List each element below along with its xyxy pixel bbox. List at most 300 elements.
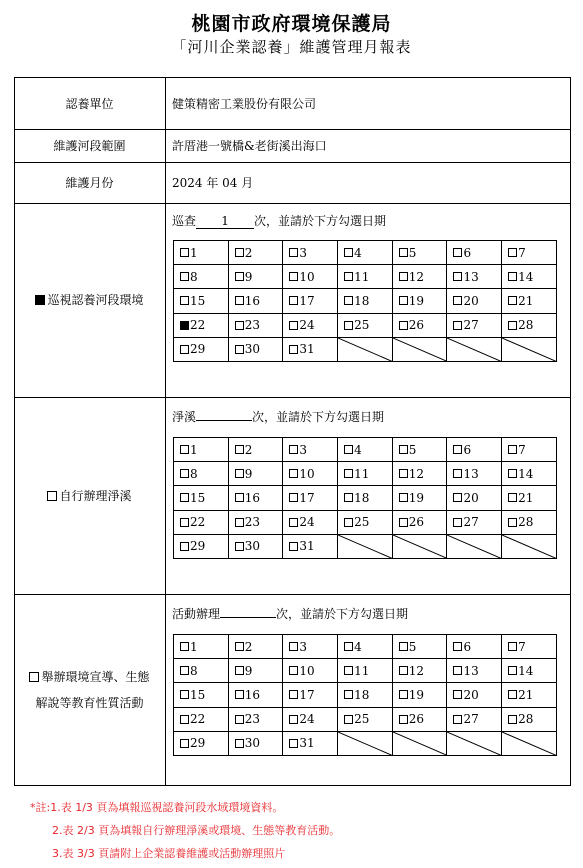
date-checkbox[interactable] xyxy=(453,469,462,478)
note-1: *註:1.表 1/3 頁為填報巡視認養河段水域環境資料。 xyxy=(30,801,284,814)
date-cell-17[interactable] xyxy=(283,486,338,510)
date-number: 13 xyxy=(463,663,479,678)
date-cell-22[interactable] xyxy=(174,707,229,731)
date-cell-31[interactable] xyxy=(283,731,338,755)
date-number: 29 xyxy=(190,736,206,751)
date-number: 1 xyxy=(190,639,198,654)
date-checkbox[interactable] xyxy=(453,321,462,330)
diagonal-slash xyxy=(502,535,556,558)
date-cell-16[interactable] xyxy=(228,683,283,707)
activity-count-field[interactable] xyxy=(220,617,276,618)
date-checkbox[interactable] xyxy=(399,518,408,527)
date-number: 27 xyxy=(463,318,479,333)
patrol-instr-suffix: 次，並請於下方勾選日期 xyxy=(254,214,387,228)
date-checkbox[interactable] xyxy=(180,248,189,257)
date-cell-22[interactable] xyxy=(174,313,229,337)
date-number: 10 xyxy=(299,269,315,284)
date-checkbox[interactable] xyxy=(289,296,298,305)
date-cell-6[interactable] xyxy=(447,635,502,659)
date-number: 29 xyxy=(190,342,206,357)
empty-date-cell xyxy=(392,534,447,558)
date-number: 12 xyxy=(408,466,425,481)
date-checkbox[interactable] xyxy=(235,542,244,551)
date-number: 22 xyxy=(190,515,206,530)
date-cell-8[interactable] xyxy=(174,462,229,486)
river-section-value: 許厝港一號橋&老街溪出海口 xyxy=(172,139,327,153)
date-number: 28 xyxy=(518,515,534,530)
date-cell-27[interactable] xyxy=(447,707,502,731)
date-checkbox[interactable] xyxy=(180,715,189,724)
date-number: 17 xyxy=(299,293,315,308)
date-checkbox[interactable] xyxy=(289,345,298,354)
patrol-section-label xyxy=(14,203,165,397)
date-cell-2[interactable] xyxy=(228,438,283,462)
date-cell-2[interactable] xyxy=(228,241,283,265)
date-cell-14[interactable] xyxy=(502,265,557,289)
date-cell-31[interactable] xyxy=(283,534,338,558)
date-checkbox[interactable] xyxy=(399,469,408,478)
date-number: 21 xyxy=(518,490,534,505)
date-checkbox[interactable] xyxy=(344,296,353,305)
cleanup-count-field[interactable] xyxy=(196,420,252,421)
date-checkbox[interactable] xyxy=(289,469,298,478)
date-cell-25[interactable] xyxy=(338,313,393,337)
date-cell-13[interactable] xyxy=(447,265,502,289)
date-cell-23[interactable] xyxy=(228,510,283,534)
date-checkbox[interactable] xyxy=(289,272,298,281)
date-checkbox[interactable] xyxy=(453,445,462,454)
date-number: 5 xyxy=(408,245,417,260)
page-title: 桃園市政府環境保護局 xyxy=(191,13,392,35)
date-number: 11 xyxy=(354,466,370,481)
date-number: 30 xyxy=(244,539,260,554)
date-checkbox[interactable] xyxy=(453,296,462,305)
date-checkbox[interactable] xyxy=(289,493,298,502)
date-number: 29 xyxy=(190,539,206,554)
date-checkbox[interactable] xyxy=(399,690,408,699)
date-checkbox[interactable] xyxy=(180,321,189,330)
date-cell-30[interactable] xyxy=(228,337,283,361)
date-cell-7[interactable] xyxy=(502,438,557,462)
date-cell-11[interactable] xyxy=(338,265,393,289)
activity-instr-prefix: 活動辦理 xyxy=(172,607,221,621)
month-label: 維護月份 xyxy=(65,176,114,190)
date-cell-27[interactable] xyxy=(447,313,502,337)
date-cell-24[interactable] xyxy=(283,707,338,731)
date-number: 30 xyxy=(244,342,260,357)
date-number: 25 xyxy=(354,712,370,727)
date-number: 20 xyxy=(463,293,479,308)
date-checkbox[interactable] xyxy=(399,493,408,502)
date-cell-25[interactable] xyxy=(338,510,393,534)
date-cell-31[interactable] xyxy=(283,337,338,361)
date-grid-row xyxy=(174,241,557,265)
patrol-date-grid xyxy=(173,240,557,362)
empty-date-cell xyxy=(502,337,557,361)
date-cell-12[interactable] xyxy=(392,659,447,683)
date-number: 9 xyxy=(244,269,253,284)
date-checkbox[interactable] xyxy=(344,642,353,651)
date-checkbox[interactable] xyxy=(180,666,189,675)
date-checkbox[interactable] xyxy=(235,690,244,699)
date-cell-4[interactable] xyxy=(338,635,393,659)
empty-date-cell xyxy=(338,731,393,755)
date-checkbox[interactable] xyxy=(508,642,517,651)
date-checkbox[interactable] xyxy=(399,321,408,330)
date-number: 16 xyxy=(244,490,260,505)
date-checkbox[interactable] xyxy=(508,518,517,527)
date-cell-3[interactable] xyxy=(283,241,338,265)
date-checkbox[interactable] xyxy=(235,493,244,502)
date-checkbox[interactable] xyxy=(399,445,408,454)
date-grid-row xyxy=(174,635,557,659)
adopter-label: 認養單位 xyxy=(65,96,114,111)
date-cell-24[interactable] xyxy=(283,510,338,534)
date-cell-5[interactable] xyxy=(392,438,447,462)
date-cell-8[interactable] xyxy=(174,659,229,683)
date-checkbox[interactable] xyxy=(235,272,244,281)
date-checkbox[interactable] xyxy=(180,445,189,454)
date-number: 19 xyxy=(408,293,425,308)
diagonal-slash xyxy=(502,732,556,755)
date-number: 21 xyxy=(518,293,534,308)
date-grid-row xyxy=(174,313,557,337)
date-number: 26 xyxy=(408,318,425,333)
date-checkbox[interactable] xyxy=(180,690,189,699)
page-subtitle: 「河川企業認養」維護管理月報表 xyxy=(171,38,412,56)
date-checkbox[interactable] xyxy=(180,518,189,527)
date-cell-21[interactable] xyxy=(502,486,557,510)
date-checkbox[interactable] xyxy=(235,248,244,257)
date-cell-28[interactable] xyxy=(502,510,557,534)
date-checkbox[interactable] xyxy=(344,666,353,675)
date-cell-6[interactable] xyxy=(447,241,502,265)
date-checkbox[interactable] xyxy=(453,518,462,527)
date-number: 22 xyxy=(190,318,206,333)
date-cell-10[interactable] xyxy=(283,659,338,683)
date-cell-17[interactable] xyxy=(283,683,338,707)
diagonal-slash xyxy=(393,535,447,558)
date-checkbox[interactable] xyxy=(453,666,462,675)
date-cell-9[interactable] xyxy=(228,659,283,683)
date-cell-6[interactable] xyxy=(447,438,502,462)
date-number: 4 xyxy=(354,442,362,457)
date-checkbox[interactable] xyxy=(289,248,298,257)
date-grid-row xyxy=(174,659,557,683)
date-number: 13 xyxy=(463,269,479,284)
date-cell-30[interactable] xyxy=(228,731,283,755)
date-number: 28 xyxy=(518,318,534,333)
date-grid-row xyxy=(174,683,557,707)
date-cell-16[interactable] xyxy=(228,486,283,510)
date-checkbox[interactable] xyxy=(508,690,517,699)
empty-date-cell xyxy=(502,534,557,558)
date-cell-1[interactable] xyxy=(174,635,229,659)
date-checkbox[interactable] xyxy=(399,666,408,675)
patrol-count-field[interactable]: 1 xyxy=(196,214,254,229)
date-checkbox[interactable] xyxy=(508,469,517,478)
date-checkbox[interactable] xyxy=(344,248,353,257)
date-checkbox[interactable] xyxy=(289,321,298,330)
date-number: 20 xyxy=(463,490,479,505)
patrol-checkbox[interactable] xyxy=(35,295,45,305)
date-checkbox[interactable] xyxy=(235,345,244,354)
date-number: 16 xyxy=(244,293,260,308)
date-number: 4 xyxy=(354,639,362,654)
date-number: 16 xyxy=(244,687,260,702)
date-cell-28[interactable] xyxy=(502,707,557,731)
date-number: 7 xyxy=(518,245,526,260)
date-grid-row xyxy=(174,707,557,731)
cleanup-label: 自行辦理淨溪 xyxy=(59,488,132,503)
date-checkbox[interactable] xyxy=(453,642,462,651)
date-cell-26[interactable] xyxy=(392,313,447,337)
date-cell-15[interactable] xyxy=(174,683,229,707)
date-cell-8[interactable] xyxy=(174,265,229,289)
date-cell-1[interactable] xyxy=(174,438,229,462)
date-cell-15[interactable] xyxy=(174,486,229,510)
date-number: 8 xyxy=(190,663,198,678)
date-checkbox[interactable] xyxy=(453,272,462,281)
date-number: 23 xyxy=(244,712,260,727)
date-checkbox[interactable] xyxy=(289,715,298,724)
date-checkbox[interactable] xyxy=(235,642,244,651)
date-number: 22 xyxy=(190,712,206,727)
date-checkbox[interactable] xyxy=(235,296,244,305)
date-cell-20[interactable] xyxy=(447,289,502,313)
date-number: 24 xyxy=(299,515,315,530)
date-cell-9[interactable] xyxy=(228,265,283,289)
date-checkbox[interactable] xyxy=(180,469,189,478)
date-cell-10[interactable] xyxy=(283,265,338,289)
date-checkbox[interactable] xyxy=(344,715,353,724)
date-number: 17 xyxy=(299,490,315,505)
date-checkbox[interactable] xyxy=(180,493,189,502)
date-checkbox[interactable] xyxy=(180,345,189,354)
date-cell-13[interactable] xyxy=(447,659,502,683)
date-number: 19 xyxy=(408,687,425,702)
date-number: 31 xyxy=(299,342,315,357)
date-cell-10[interactable] xyxy=(283,462,338,486)
date-checkbox[interactable] xyxy=(508,666,517,675)
date-number: 2 xyxy=(244,639,253,654)
date-number: 27 xyxy=(463,515,479,530)
date-cell-5[interactable] xyxy=(392,241,447,265)
date-cell-9[interactable] xyxy=(228,462,283,486)
date-number: 24 xyxy=(299,712,315,727)
date-checkbox[interactable] xyxy=(508,272,517,281)
date-checkbox[interactable] xyxy=(508,715,517,724)
date-checkbox[interactable] xyxy=(453,715,462,724)
date-checkbox[interactable] xyxy=(508,445,517,454)
date-checkbox[interactable] xyxy=(344,469,353,478)
date-checkbox[interactable] xyxy=(235,445,244,454)
date-number: 26 xyxy=(408,712,425,727)
activity-section-label xyxy=(14,594,165,786)
date-number: 1 xyxy=(190,442,198,457)
date-checkbox[interactable] xyxy=(344,321,353,330)
date-number: 10 xyxy=(299,466,315,481)
date-cell-20[interactable] xyxy=(447,486,502,510)
cleanup-date-grid xyxy=(173,437,557,559)
date-number: 23 xyxy=(244,515,260,530)
activity-instruction xyxy=(172,605,408,622)
date-cell-23[interactable] xyxy=(228,313,283,337)
cleanup-checkbox[interactable] xyxy=(47,491,57,501)
date-cell-21[interactable] xyxy=(502,289,557,313)
date-grid-row xyxy=(174,337,557,361)
river-section-label: 維護河段範圍 xyxy=(53,139,126,153)
date-cell-30[interactable] xyxy=(228,534,283,558)
date-checkbox[interactable] xyxy=(508,321,517,330)
date-checkbox[interactable] xyxy=(344,445,353,454)
date-cell-13[interactable] xyxy=(447,462,502,486)
date-checkbox[interactable] xyxy=(235,715,244,724)
date-cell-4[interactable] xyxy=(338,241,393,265)
date-cell-14[interactable] xyxy=(502,462,557,486)
date-checkbox[interactable] xyxy=(235,666,244,675)
date-number: 6 xyxy=(463,442,472,457)
diagonal-slash xyxy=(447,732,501,755)
date-checkbox[interactable] xyxy=(453,690,462,699)
cleanup-instruction xyxy=(172,408,384,425)
activity-checkbox[interactable] xyxy=(29,672,39,682)
date-cell-21[interactable] xyxy=(502,683,557,707)
date-checkbox[interactable] xyxy=(344,518,353,527)
date-cell-25[interactable] xyxy=(338,707,393,731)
date-checkbox[interactable] xyxy=(508,493,517,502)
patrol-instruction xyxy=(172,212,386,229)
date-cell-20[interactable] xyxy=(447,683,502,707)
date-cell-7[interactable] xyxy=(502,635,557,659)
date-number: 14 xyxy=(518,466,534,481)
date-checkbox[interactable] xyxy=(235,469,244,478)
date-checkbox[interactable] xyxy=(399,248,408,257)
date-cell-12[interactable] xyxy=(392,265,447,289)
date-checkbox[interactable] xyxy=(508,248,517,257)
date-grid-row xyxy=(174,486,557,510)
date-number: 12 xyxy=(408,663,425,678)
date-checkbox[interactable] xyxy=(289,542,298,551)
date-cell-22[interactable] xyxy=(174,510,229,534)
date-cell-17[interactable] xyxy=(283,289,338,313)
date-cell-2[interactable] xyxy=(228,635,283,659)
date-grid-row xyxy=(174,289,557,313)
date-cell-18[interactable] xyxy=(338,486,393,510)
date-cell-23[interactable] xyxy=(228,707,283,731)
diagonal-slash xyxy=(447,535,501,558)
date-grid-row xyxy=(174,534,557,558)
date-checkbox[interactable] xyxy=(235,518,244,527)
date-cell-26[interactable] xyxy=(392,510,447,534)
activity-date-grid xyxy=(173,634,557,756)
empty-date-cell xyxy=(502,731,557,755)
date-cell-11[interactable] xyxy=(338,659,393,683)
empty-date-cell xyxy=(447,534,502,558)
date-checkbox[interactable] xyxy=(235,321,244,330)
date-cell-12[interactable] xyxy=(392,462,447,486)
date-number: 11 xyxy=(354,663,370,678)
date-checkbox[interactable] xyxy=(289,445,298,454)
date-checkbox[interactable] xyxy=(508,296,517,305)
date-number: 13 xyxy=(463,466,479,481)
date-checkbox[interactable] xyxy=(453,248,462,257)
date-cell-18[interactable] xyxy=(338,683,393,707)
date-checkbox[interactable] xyxy=(180,739,189,748)
date-checkbox[interactable] xyxy=(180,642,189,651)
date-cell-29[interactable] xyxy=(174,534,229,558)
date-number: 7 xyxy=(518,442,526,457)
date-checkbox[interactable] xyxy=(344,690,353,699)
date-number: 30 xyxy=(244,736,260,751)
date-grid-row xyxy=(174,265,557,289)
date-checkbox[interactable] xyxy=(344,272,353,281)
date-cell-7[interactable] xyxy=(502,241,557,265)
date-checkbox[interactable] xyxy=(289,642,298,651)
column-divider xyxy=(165,77,166,786)
activity-label-line1: 舉辦環境宣導、生態 xyxy=(41,670,150,684)
date-cell-3[interactable] xyxy=(283,635,338,659)
date-checkbox[interactable] xyxy=(289,690,298,699)
date-cell-28[interactable] xyxy=(502,313,557,337)
diagonal-slash xyxy=(338,535,392,558)
adopter-value: 健策精密工業股份有限公司 xyxy=(172,96,317,111)
date-checkbox[interactable] xyxy=(399,715,408,724)
date-checkbox[interactable] xyxy=(289,666,298,675)
diagonal-slash xyxy=(393,732,447,755)
date-number: 6 xyxy=(463,639,472,654)
date-checkbox[interactable] xyxy=(180,542,189,551)
date-cell-26[interactable] xyxy=(392,707,447,731)
date-cell-15[interactable] xyxy=(174,289,229,313)
date-cell-14[interactable] xyxy=(502,659,557,683)
date-cell-11[interactable] xyxy=(338,462,393,486)
date-checkbox[interactable] xyxy=(235,739,244,748)
date-checkbox[interactable] xyxy=(289,739,298,748)
cleanup-instr-prefix: 淨溪 xyxy=(172,410,197,424)
date-cell-3[interactable] xyxy=(283,438,338,462)
date-cell-19[interactable] xyxy=(392,486,447,510)
date-checkbox[interactable] xyxy=(399,272,408,281)
date-checkbox[interactable] xyxy=(180,296,189,305)
date-grid-row xyxy=(174,438,557,462)
date-cell-18[interactable] xyxy=(338,289,393,313)
date-cell-4[interactable] xyxy=(338,438,393,462)
date-cell-24[interactable] xyxy=(283,313,338,337)
date-cell-1[interactable] xyxy=(174,241,229,265)
date-checkbox[interactable] xyxy=(289,518,298,527)
date-number: 2 xyxy=(244,245,253,260)
date-checkbox[interactable] xyxy=(453,493,462,502)
date-number: 3 xyxy=(299,245,308,260)
date-checkbox[interactable] xyxy=(344,493,353,502)
date-number: 10 xyxy=(299,663,315,678)
date-cell-27[interactable] xyxy=(447,510,502,534)
date-checkbox[interactable] xyxy=(399,642,408,651)
date-cell-29[interactable] xyxy=(174,731,229,755)
empty-date-cell xyxy=(447,731,502,755)
date-cell-19[interactable] xyxy=(392,683,447,707)
date-cell-5[interactable] xyxy=(392,635,447,659)
date-checkbox[interactable] xyxy=(180,272,189,281)
empty-date-cell xyxy=(338,534,393,558)
date-number: 25 xyxy=(354,515,370,530)
date-cell-29[interactable] xyxy=(174,337,229,361)
date-number: 3 xyxy=(299,442,308,457)
date-checkbox[interactable] xyxy=(399,296,408,305)
date-cell-16[interactable] xyxy=(228,289,283,313)
date-cell-19[interactable] xyxy=(392,289,447,313)
